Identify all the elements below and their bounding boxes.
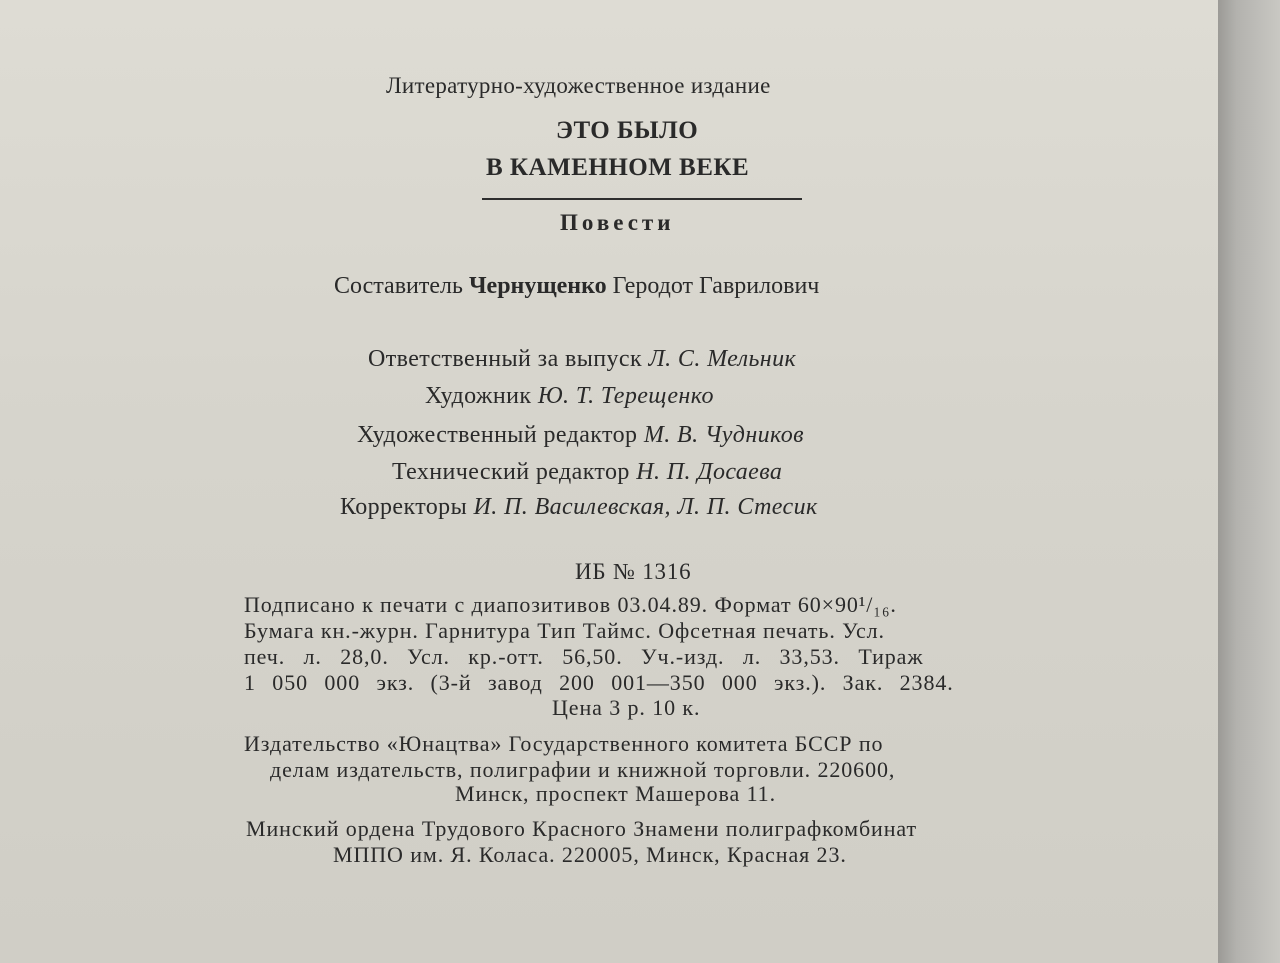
compiler-given-names: Геродот Гаврилович: [612, 273, 820, 299]
price: Цена 3 р. 10 к.: [552, 695, 701, 720]
compiler-label: Составитель: [334, 273, 463, 299]
printer-line-1: Минский ордена Трудового Красного Знамени полиграфкомбинат: [246, 816, 917, 841]
print-info-line-2: Бумага кн.-журн. Гарнитура Тип Таймс. Офсетная печать. Усл.: [244, 618, 885, 643]
print-info-line-4: 1 050 000 экз. (3-й завод 200 001—350 000 экз.). Зак. 2384.: [244, 670, 954, 695]
publisher-line-3: Минск, проспект Машерова 11.: [455, 781, 776, 806]
publisher-line-2: делам издательств, полиграфии и книжной торговли. 220600,: [270, 757, 896, 782]
credit-role: Технический редактор: [392, 459, 630, 485]
compiler-surname: Чернущенко: [468, 273, 607, 299]
credit-name: Л. С. Мельник: [648, 346, 797, 372]
edition-type: Литературно-художественное издание: [386, 73, 771, 98]
print-info-line-1: Подписано к печати с диапозитивов 03.04.89. Формат 60×90¹/₁₆.: [244, 592, 897, 617]
credit-line: [425, 384, 714, 408]
credit-role: Ответственный за выпуск: [368, 346, 643, 372]
credit-line: [368, 347, 796, 371]
compiler-line: [334, 274, 819, 298]
print-info-line-3: печ. л. 28,0. Усл. кр.-отт. 56,50. Уч.-изд. л. 33,53. Тираж: [244, 644, 924, 669]
credit-name: Ю. Т. Терещенко: [537, 383, 714, 409]
publisher-line-1: Издательство «Юнацтва» Государственного комитета БССР по: [244, 731, 884, 756]
credit-name: И. П. Василевская, Л. П. Стесик: [473, 494, 818, 520]
credit-name: Н. П. Досаева: [636, 459, 783, 485]
book-title-line-2: В КАМЕННОМ ВЕКЕ: [486, 154, 750, 181]
credit-line: [340, 495, 818, 519]
ib-number: ИБ № 1316: [575, 559, 692, 584]
credit-role: Корректоры: [340, 494, 468, 520]
page-edge-shadow: [1218, 0, 1280, 963]
title-divider: [482, 198, 802, 200]
book-title-line-1: ЭТО БЫЛО: [556, 117, 699, 144]
credit-role: Художественный редактор: [357, 422, 638, 448]
credit-name: М. В. Чудников: [643, 422, 804, 448]
credit-role: Художник: [425, 383, 532, 409]
credit-line: [392, 460, 782, 484]
printer-line-2: МППО им. Я. Коласа. 220005, Минск, Красная 23.: [333, 842, 847, 867]
credit-line: [357, 423, 804, 447]
genre-label: Повести: [560, 210, 675, 235]
